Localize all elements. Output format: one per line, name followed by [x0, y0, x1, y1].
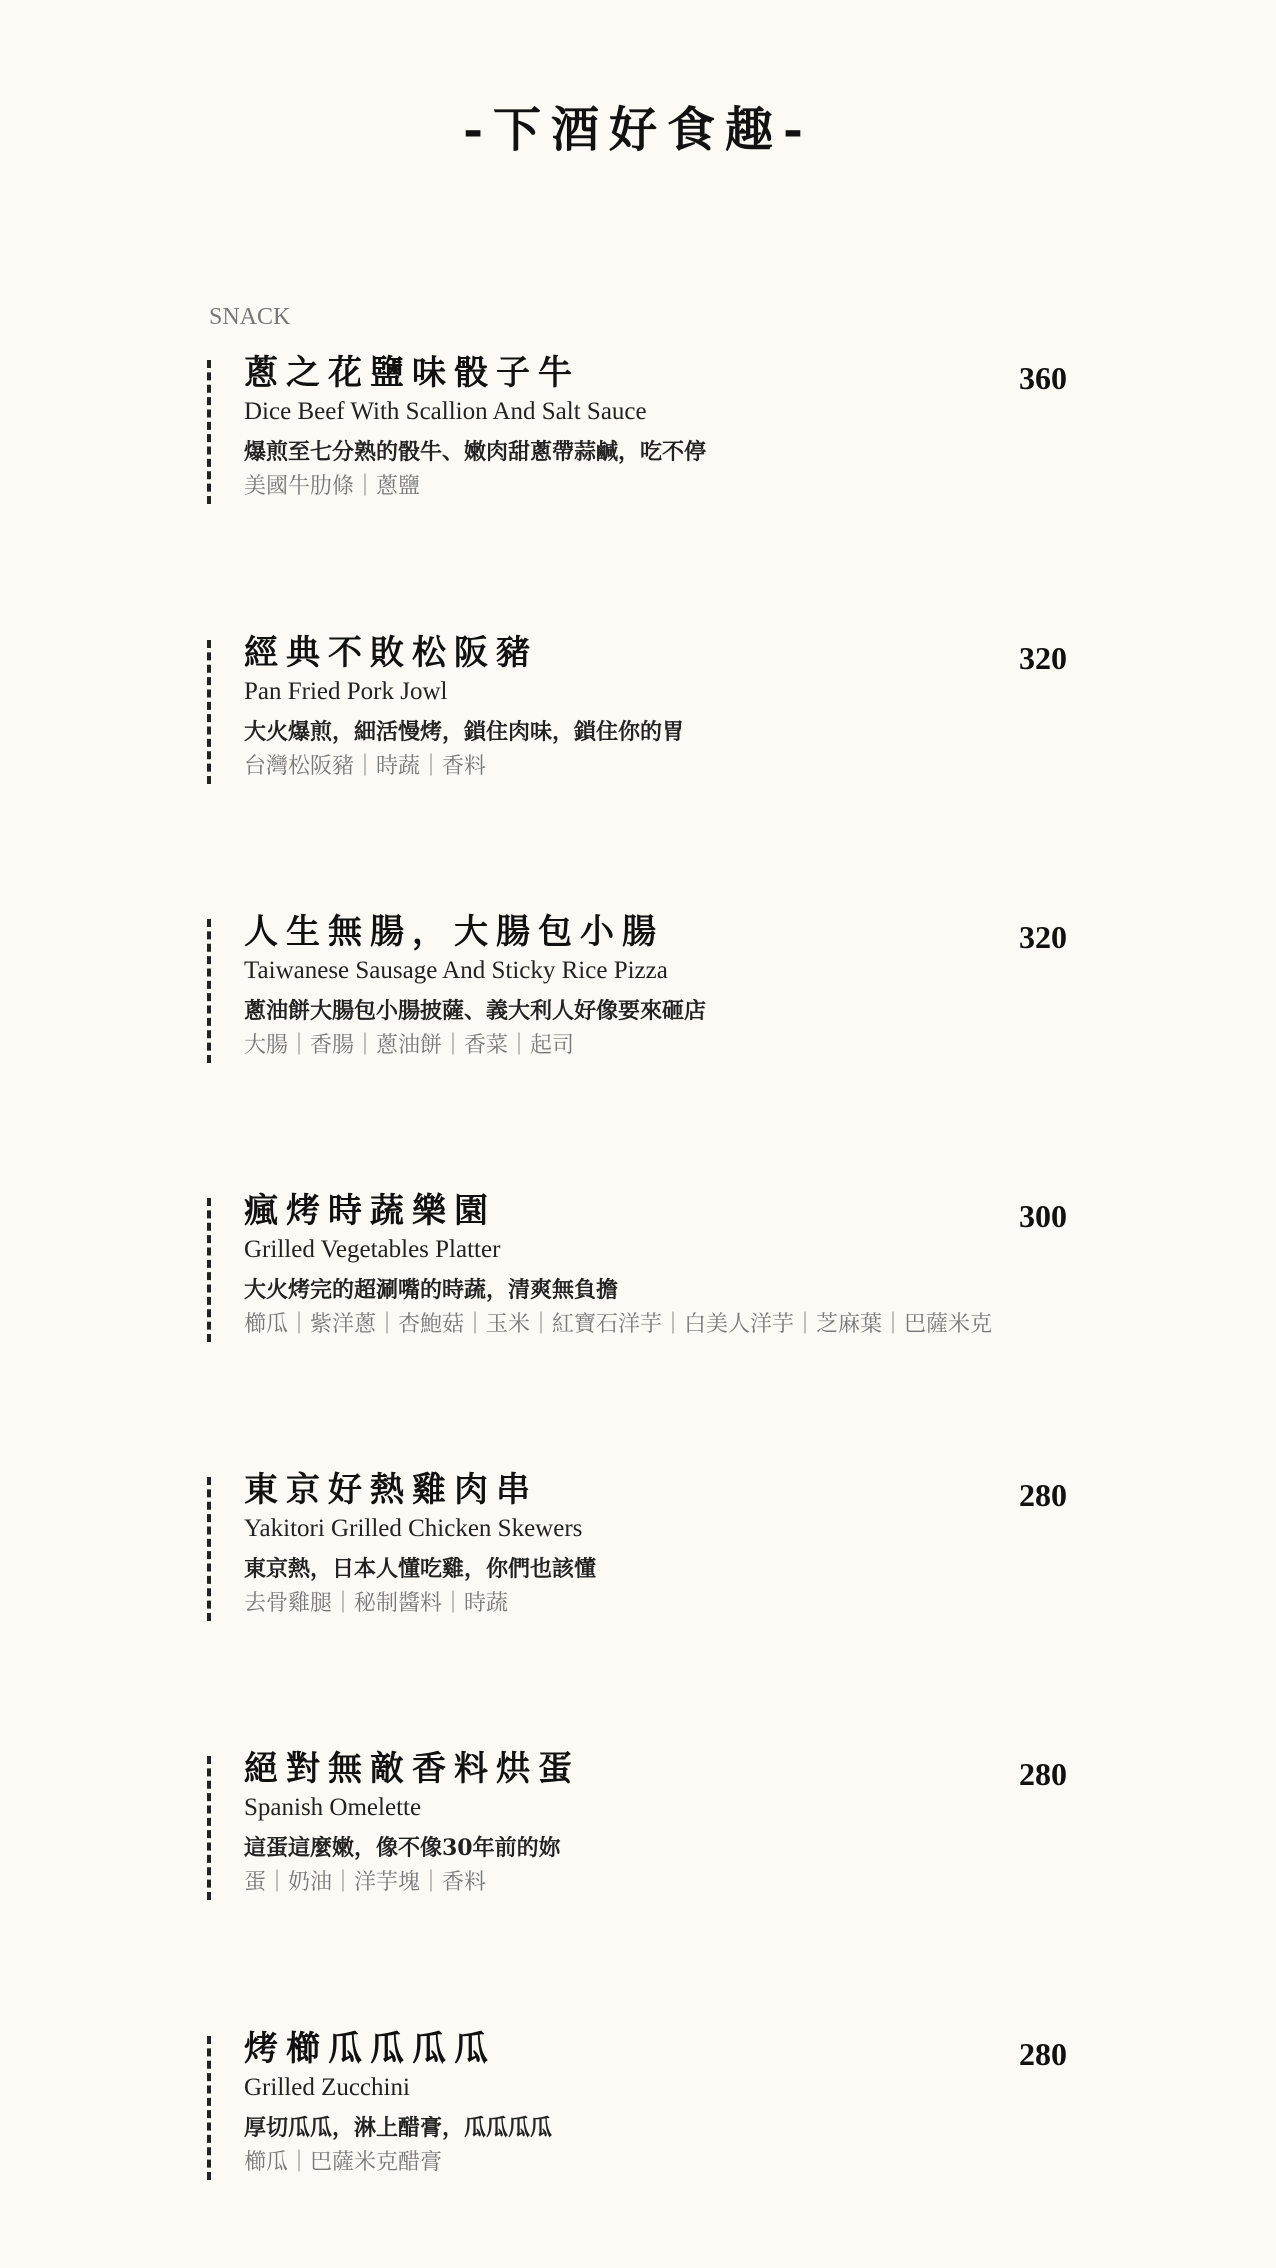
page-title: -下酒好食趣- [463, 102, 813, 158]
item-price: 320 [1019, 640, 1067, 676]
item-description: 蔥油餅大腸包小腸披薩、義大利人好像要來砸店 [244, 998, 707, 1024]
item-description: 大火烤完的超涮嘴的時蔬，清爽無負擔 [244, 1277, 619, 1303]
item-price: 280 [1019, 1756, 1067, 1792]
item-divider-bar [207, 640, 211, 784]
item-name: 烤櫛瓜瓜瓜瓜 [244, 2029, 496, 2069]
item-ingredients: 大腸｜香腸｜蔥油餅｜香菜｜起司 [244, 1033, 575, 1058]
item-price: 280 [1019, 1477, 1067, 1513]
item-divider-bar [207, 360, 211, 504]
item-ingredients: 去骨雞腿｜秘制醬料｜時蔬 [244, 1591, 509, 1616]
item-description: 厚切瓜瓜，淋上醋膏，瓜瓜瓜瓜 [244, 2115, 553, 2141]
item-divider-bar [207, 1198, 211, 1342]
menu-item [207, 1467, 1067, 1617]
item-english-name: Pan Fried Pork Jowl [244, 678, 448, 705]
item-description: 這蛋這麼嫩，像不像30年前的妳 [244, 1835, 561, 1861]
item-description: 大火爆煎，細活慢烤，鎖住肉味，鎖住你的胃 [244, 719, 685, 745]
item-divider-bar [207, 1756, 211, 1900]
item-name: 東京好熱雞肉串 [244, 1470, 538, 1510]
item-price: 280 [1019, 2036, 1067, 2072]
menu-item [207, 909, 1067, 1059]
item-price: 300 [1019, 1198, 1067, 1234]
menu-item [207, 1746, 1067, 1896]
item-name: 絕對無敵香料烘蛋 [244, 1749, 580, 1789]
item-ingredients: 櫛瓜｜巴薩米克醋膏 [244, 2150, 443, 2175]
item-ingredients: 蛋｜奶油｜洋芋塊｜香料 [244, 1870, 487, 1895]
item-ingredients: 美國牛肋條｜蔥鹽 [244, 474, 421, 499]
item-english-name: Dice Beef With Scallion And Salt Sauce [244, 398, 647, 425]
menu-item [207, 2026, 1067, 2176]
item-divider-bar [207, 919, 211, 1063]
item-name: 人生無腸，大腸包小腸 [244, 912, 664, 952]
item-description: 東京熱，日本人懂吃雞，你們也該懂 [244, 1556, 597, 1582]
item-divider-bar [207, 1477, 211, 1621]
item-ingredients: 櫛瓜｜紫洋蔥｜杏鮑菇｜玉米｜紅寶石洋芋｜白美人洋芋｜芝麻葉｜巴薩米克 [244, 1312, 993, 1337]
item-description: 爆煎至七分熟的骰牛、嫩肉甜蔥帶蒜鹹，吃不停 [244, 439, 707, 465]
item-divider-bar [207, 2036, 211, 2180]
menu-item [207, 1188, 1067, 1338]
item-english-name: Taiwanese Sausage And Sticky Rice Pizza [244, 957, 668, 984]
item-name: 經典不敗松阪豬 [244, 633, 538, 673]
item-ingredients: 台灣松阪豬｜時蔬｜香料 [244, 754, 487, 779]
menu-item [207, 630, 1067, 780]
item-english-name: Spanish Omelette [244, 1794, 422, 1821]
section-label: SNACK [209, 304, 291, 330]
item-price: 360 [1019, 360, 1067, 396]
menu-item [207, 350, 1067, 500]
item-english-name: Grilled Vegetables Platter [244, 1236, 501, 1263]
item-name: 瘋烤時蔬樂園 [244, 1191, 496, 1231]
item-english-name: Grilled Zucchini [244, 2074, 410, 2101]
item-name: 蔥之花鹽味骰子牛 [244, 353, 580, 393]
item-english-name: Yakitori Grilled Chicken Skewers [244, 1515, 583, 1542]
item-price: 320 [1019, 919, 1067, 955]
